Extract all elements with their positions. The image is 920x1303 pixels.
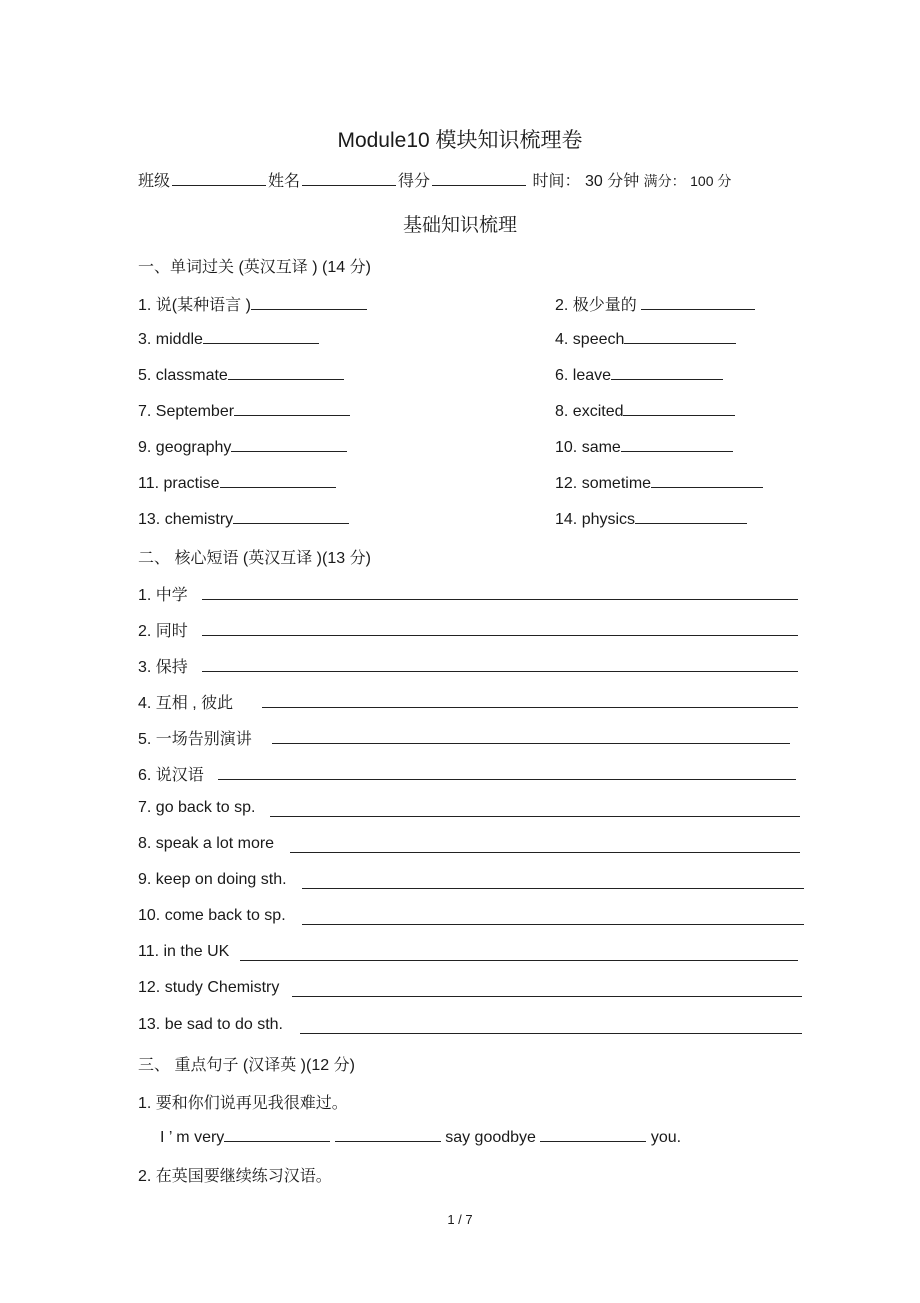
answer-line[interactable] xyxy=(202,598,798,600)
answer-blank[interactable] xyxy=(251,294,367,310)
phrase-item: 11. in the UK xyxy=(138,943,230,960)
answer-blank[interactable] xyxy=(621,436,733,452)
phrase-item: 1. 中学 xyxy=(138,587,188,604)
name-blank[interactable] xyxy=(302,171,396,186)
word-item: 12. sometime xyxy=(555,472,763,493)
answer-blank[interactable] xyxy=(540,1126,646,1142)
phrase-item: 3. 保持 xyxy=(138,659,188,676)
answer-blank[interactable] xyxy=(623,400,735,416)
word-item: 5. classmate xyxy=(138,364,344,385)
section1-heading: 一、单词过关 (英汉互译 ) (14 分) xyxy=(138,259,371,276)
phrase-item: 10. come back to sp. xyxy=(138,907,286,924)
word-item: 3. middle xyxy=(138,328,319,349)
answer-blank[interactable] xyxy=(228,364,344,380)
answer-blank[interactable] xyxy=(220,472,336,488)
answer-line[interactable] xyxy=(270,815,800,817)
word-item: 8. excited xyxy=(555,400,735,421)
answer-blank[interactable] xyxy=(611,364,723,380)
answer-line[interactable] xyxy=(302,923,804,925)
sentence-question: 2. 在英国要继续练习汉语。 xyxy=(138,1168,332,1185)
phrase-item: 12. study Chemistry xyxy=(138,979,280,996)
answer-blank[interactable] xyxy=(651,472,763,488)
phrase-item: 13. be sad to do sth. xyxy=(138,1016,283,1033)
full-score-label: 满分： xyxy=(643,173,686,189)
word-item: 1. 说(某种语言 ) xyxy=(138,292,367,315)
answer-line[interactable] xyxy=(272,742,790,744)
answer-blank[interactable] xyxy=(203,328,319,344)
phrase-item: 8. speak a lot more xyxy=(138,835,275,852)
sentence-answer-line: I ’ m very say goodbye you. xyxy=(160,1126,681,1147)
phrase-item: 9. keep on doing sth. xyxy=(138,871,287,888)
answer-line[interactable] xyxy=(202,670,798,672)
phrase-item: 6. 说汉语 xyxy=(138,767,204,784)
score-label: 得分 xyxy=(398,173,431,190)
answer-line[interactable] xyxy=(300,1032,802,1034)
word-item: 14. physics xyxy=(555,508,747,529)
word-item: 9. geography xyxy=(138,436,347,457)
phrase-item: 4. 互相 , 彼此 xyxy=(138,695,234,712)
score-blank[interactable] xyxy=(432,171,526,186)
word-item: 4. speech xyxy=(555,328,736,349)
class-label: 班级 xyxy=(138,173,171,190)
word-item: 6. leave xyxy=(555,364,723,385)
answer-line[interactable] xyxy=(302,887,804,889)
answer-line[interactable] xyxy=(290,851,800,853)
answer-blank[interactable] xyxy=(234,400,350,416)
answer-blank[interactable] xyxy=(231,436,347,452)
answer-line[interactable] xyxy=(262,706,798,708)
time-value: 30 分钟 xyxy=(584,173,640,190)
student-info-line xyxy=(138,168,731,191)
section-subtitle: 基础知识梳理 xyxy=(402,215,517,236)
full-score-value: 100 分 xyxy=(690,173,732,189)
answer-line[interactable] xyxy=(202,634,798,636)
answer-blank[interactable] xyxy=(624,328,736,344)
answer-line[interactable] xyxy=(292,995,802,997)
section2-heading: 二、 核心短语 (英汉互译 )(13 分) xyxy=(138,550,371,567)
name-label: 姓名 xyxy=(268,173,301,190)
class-blank[interactable] xyxy=(172,171,266,186)
page-title: Module10 模块知识梳理卷 xyxy=(337,129,583,152)
answer-line[interactable] xyxy=(240,959,798,961)
word-item: 2. 极少量的 xyxy=(555,292,755,315)
word-item: 11. practise xyxy=(138,472,336,493)
answer-blank[interactable] xyxy=(224,1126,330,1142)
answer-line[interactable] xyxy=(218,778,796,780)
answer-blank[interactable] xyxy=(335,1126,441,1142)
phrase-item: 5. 一场告别演讲 xyxy=(138,731,252,748)
sentence-question: 1. 要和你们说再见我很难过。 xyxy=(138,1095,348,1112)
phrase-item: 2. 同时 xyxy=(138,623,188,640)
answer-blank[interactable] xyxy=(635,508,747,524)
phrase-item: 7. go back to sp. xyxy=(138,799,256,816)
section3-heading: 三、 重点句子 (汉译英 )(12 分) xyxy=(138,1057,355,1074)
answer-blank[interactable] xyxy=(641,294,755,310)
word-item: 10. same xyxy=(555,436,733,457)
page-number: 1 / 7 xyxy=(447,1212,473,1227)
time-label: 时间： xyxy=(532,173,581,190)
answer-blank[interactable] xyxy=(233,508,349,524)
word-item: 13. chemistry xyxy=(138,508,349,529)
word-item: 7. September xyxy=(138,400,350,421)
